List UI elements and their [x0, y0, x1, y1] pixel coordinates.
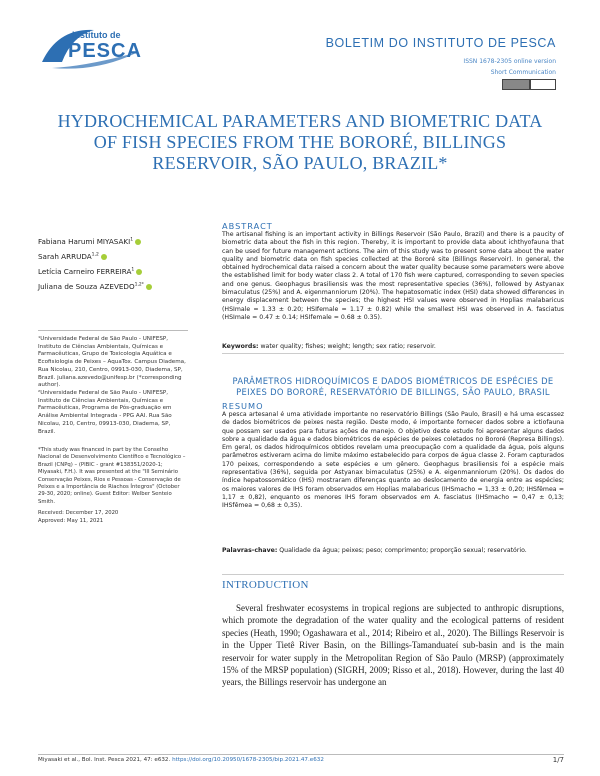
- paper-title: HYDROCHEMICAL PARAMETERS AND BIOMETRIC DATA OF FISH SPECIES FROM THE BORORÉ, BILLINGS RESERVOIR, SÃO PAULO, BRAZIL*: [57, 111, 543, 173]
- affiliation-1: ¹Universidade Federal de São Paulo - UNIFESP, Instituto de Ciências Ambientais, Químicas e Farmacêuticas, Grupo de Toxicologia Aquática e Ecofisiologia de Peixes – AquaTox. Campus Diadema, Rua Nicolau, 210, Centro, 09913-030, Diadema, SP, Brazil. juliana.azevedo@unifesp.br (*corresponding author).: [38, 336, 186, 389]
- journal-name: BOLETIM DO INSTITUTO DE PESCA: [325, 36, 556, 50]
- resumo-text: A pesca artesanal é uma atividade importante no reservatório Billings (São Paulo, Brasil) e há uma escassez de dados biométricos de peixes nesta região. Deste modo, é importante fornecer dados sobre a ictiofauna que possam ser usados para futuras ações de manejo. O objetivo deste estudo foi apresentar alguns dados sobre a qualidade da água e dados biométricos de espécies de peixes coletados no Bororé (Represa Billings). Em geral, os dados hidroquímicos obtidos revelam uma preocupação com a qualidade da água, pois alguns parâmetros estiveram acima do limite máximo estabelecido para corpos de água classe 2. Foram capturados 170 peixes, correspondendo a sete espécies e um gênero. Geophagus brasiliensis foi a espécie mais representativa (36%), seguida por Astyanax bimaculatus (25%) e A. eigenmanniorum (20%). Os dados do índice hepatossomático (IHS) mostraram diferenças quanto ao deslocamento de energia entre as espécies; os maiores valores de IHS foram observados em Hoplias malabaricus (IHSmacho = 1,33 ± 0,20; IHSfêmea = 1,17 ± 0,82), enquanto os menores IHS foram observados em A. fasciatus (IHSmacho = 0,47 ± 0,13; IHSfêmea = 0,68 ± 0,35).: [222, 411, 564, 510]
- divider: [38, 330, 188, 331]
- received-date: Received: December 17, 2020: [38, 510, 119, 516]
- abstract-text: The artisanal fishing is an important activity in Billings Reservoir (São Paulo, Brazil) and there is a paucity of biometric data about the fish in this region. Thereby, it is important to provide data about ichthyofauna that can be used for future management actions. The aim of this study was to present some data about the water quality and biometric data on fish species collected at the Bororé site (Billings Reservoir). In general, the obtained hydrochemical data raised a concern about the water quality because some parameters were above the established limit for body water class 2. A total of 170 fish were captured, corresponding to seven species and one genus. Geophagus brasiliensis was the most representative species (36%), followed by Astyanax bimaculatus (25%) and A. eigenmanniorum (20%). The hepatosomatic index (HSI) data showed differences in energy displacement between the species; the highest HSI values were observed in Hoplias malabaricus (HSImale = 1.33 ± 0.20; HSIfemale = 1.17 ± 0.82) while the smallest HSI was observed in A. fasciatus (HSImale = 0.47 ± 0.14; HSIfemale = 0.68 ± 0.35).: [222, 231, 564, 321]
- divider: [222, 353, 564, 354]
- orcid-icon[interactable]: [101, 254, 107, 260]
- issn: ISSN 1678-2305 online version: [463, 58, 556, 65]
- orcid-icon[interactable]: [136, 269, 142, 275]
- funding-note: *This study was financed in part by the Conselho Nacional de Desenvolvimento Científico e Tecnológico – Brazil (CNPq) – (PIBIC - grant #138351/2020-1; Miyasaki, F.H.). It was presented at the "III Seminário Conservação Peixes, Rios e Pessoas - Conservação de Peixes e a Importância de Riachos Íntegros" (October 29-30, 2020; online). Guest Editor: Welber Senteio Smith.: [38, 447, 186, 505]
- abstract-keywords: Keywords: water quality; fishes; weight; length; sex ratio; reservoir.: [222, 343, 436, 350]
- approved-date: Approved: May 11, 2021: [38, 518, 104, 524]
- author-2: Sarah ARRUDA$^{1,2}$: [38, 252, 107, 261]
- by-icon[interactable]: [530, 79, 556, 90]
- author-4: Juliana de Souza $AZEVEDO^{1,2*}$: [38, 282, 152, 291]
- footer-divider: [38, 754, 564, 755]
- page-number: 1/7: [552, 756, 564, 764]
- logo-text-line1: Instituto de: [72, 30, 121, 40]
- orcid-icon[interactable]: [135, 239, 141, 245]
- institute-logo: [38, 22, 150, 74]
- introduction-heading: INTRODUCTION: [222, 579, 309, 591]
- article-type: Short Communication: [490, 69, 556, 76]
- cc-icon[interactable]: [502, 79, 530, 90]
- portuguese-title: PARÂMETROS HIDROQUÍMICOS E DADOS BIOMÉTRICOS DE ESPÉCIES DE PEIXES DO BORORÉ, RESERVATÓRIO DE BILLINGS, SÃO PAULO, BRASIL: [232, 376, 554, 397]
- abstract-heading: ABSTRACT: [222, 221, 273, 231]
- footer-citation: Miyasaki et al., Bol. Inst. Pesca 2021, 47: e632. https://doi.org/10.20950/1678-2305/bip.2021.47.e632: [38, 757, 324, 763]
- affiliation-2: ²Universidade Federal de São Paulo - UNIFESP, Instituto de Ciências Ambientais, Químicas e Farmacêuticas, Programa de Pós-graduação em Análise Ambiental Integrada - PPG AAI. Rua São Nicolau, 210, Centro, 09913-030, Diadema, SP, Brazil.: [38, 390, 172, 435]
- resumo-keywords: Palavras-chave: Qualidade da água; peixes; peso; comprimento; proporção sexual; reservatório.: [222, 547, 527, 554]
- author-3: Letícia Carneiro FERREIRA$^1$: [38, 267, 142, 276]
- divider: [222, 574, 564, 575]
- introduction-text: Several freshwater ecosystems in tropical regions are subjected to anthropic disruptions, which promote the degradation of the water quality and the ecological patterns of resident species (Heath, 1990; Ogashawara et al., 2014; Ribeiro et al., 2020). The Billings Reservoir is in the Upper Tietê River Basin, on the Billings-Tamanduateí sub-basin and is the main reservoir for water supply in the Metropolitan Region of São Paulo (MRSP) (approximately 15% of the MRSP population) (SIGRH, 2009; Risso et al., 2018). However, during the last 40 years, the Billings reservoir has undergone an: [222, 603, 564, 688]
- orcid-icon[interactable]: [146, 284, 152, 290]
- author-1: Fabiana Harumi MIYASAKI$^1$: [38, 237, 141, 246]
- resumo-heading: RESUMO: [222, 401, 264, 411]
- logo-text-line2: PESCA: [68, 40, 142, 62]
- doi-link[interactable]: https://doi.org/10.20950/1678-2305/bip.2021.47.e632: [172, 757, 324, 763]
